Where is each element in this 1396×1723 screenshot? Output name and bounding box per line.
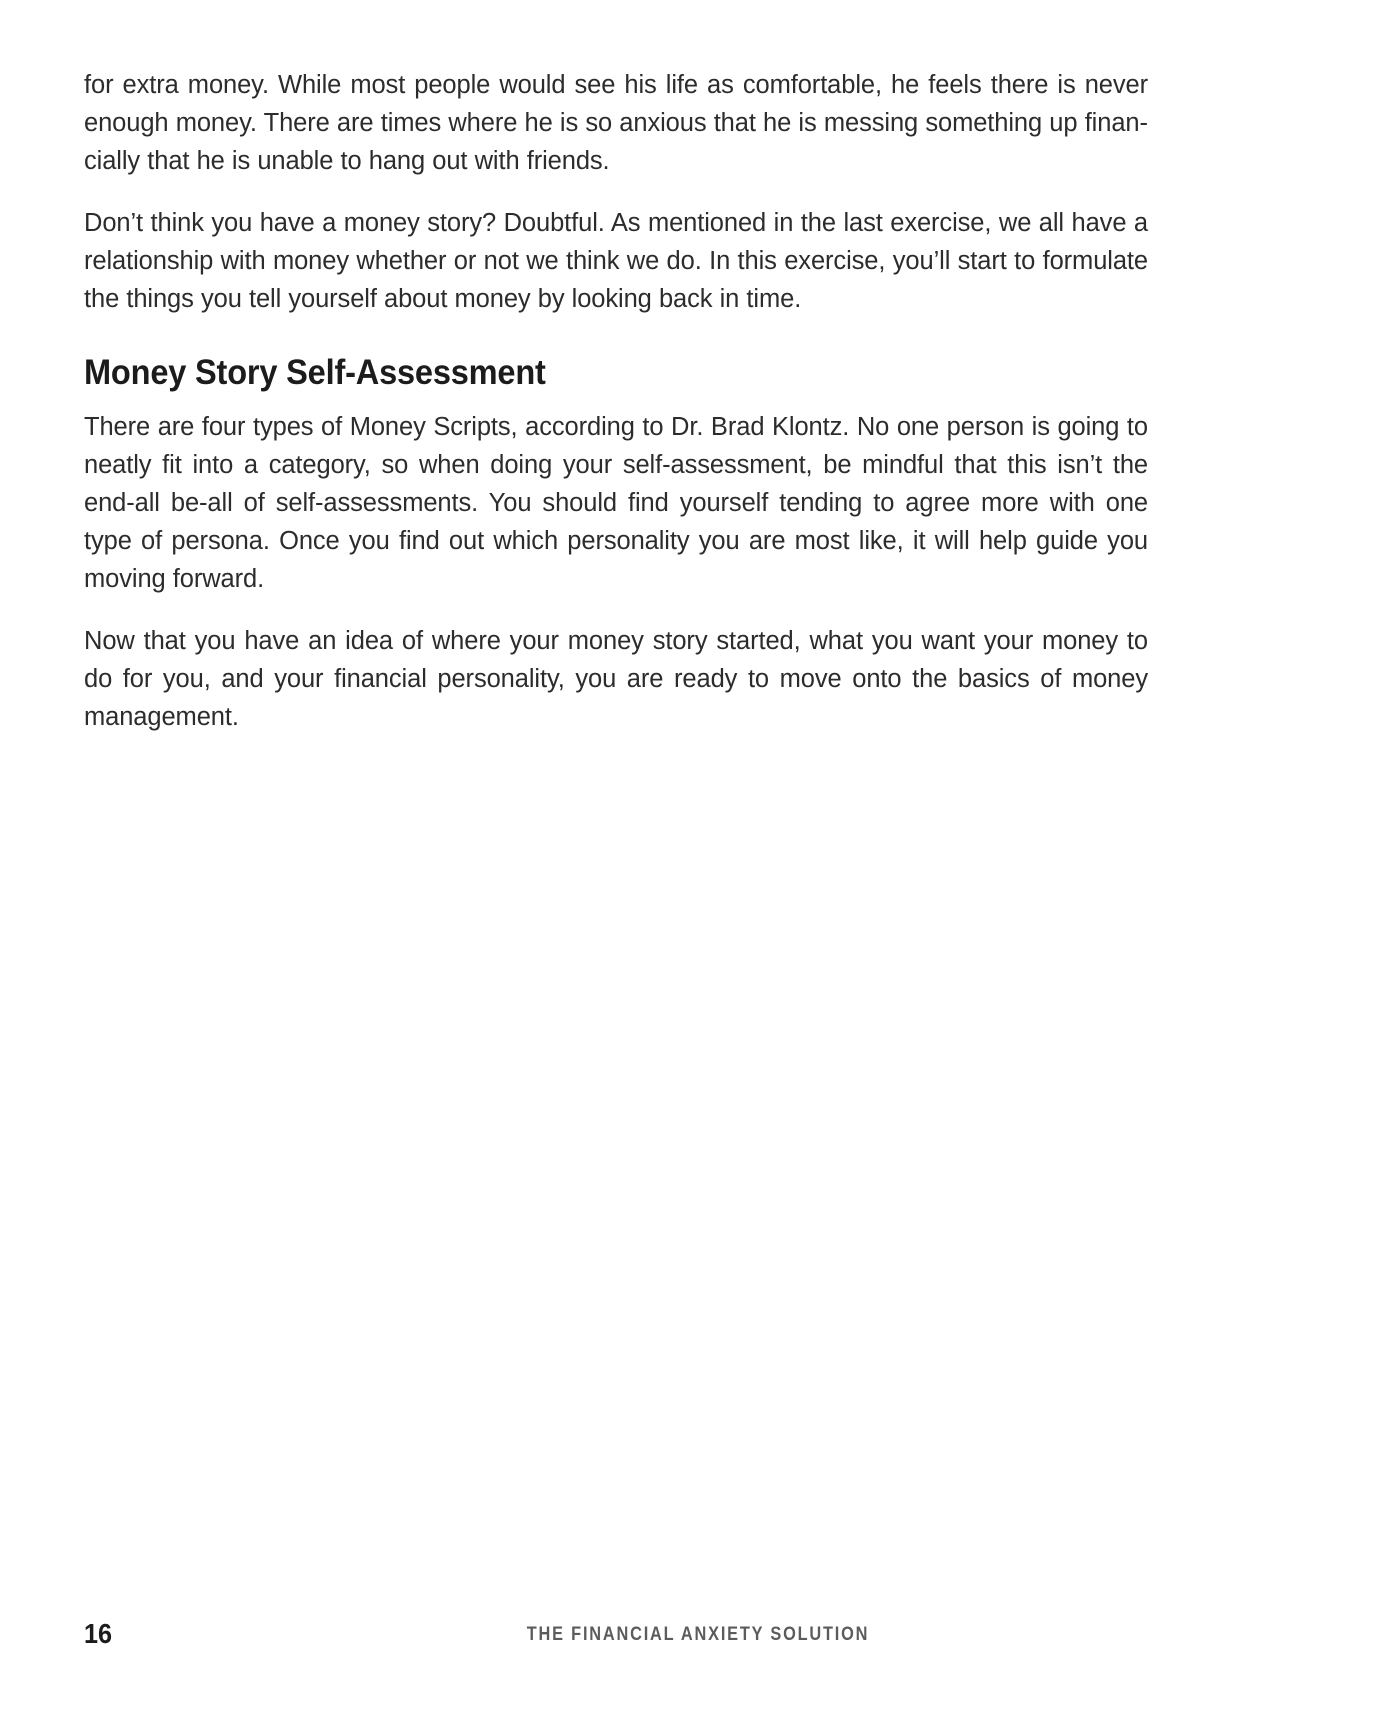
- running-head-title: THE FINANCIAL ANXIETY SOLUTION: [526, 1624, 870, 1645]
- page-content: [84, 66, 1148, 736]
- page-footer: [0, 1618, 1396, 1658]
- section-heading-money-story-self-assessment: Money Story Self-Assessment: [84, 353, 546, 392]
- body-paragraph-4: Now that you have an idea of where your money story started, what you want your money to do for you, and your financial personality, you are ready to move onto the basics of money management.: [84, 627, 1148, 731]
- body-paragraph-2: Don’t think you have a money story? Doubtful. As mentioned in the last exercise, we all have a relationship with money whether or not we think we do. In this exercise, you’ll start to formulate the things you tell yourself about money by looking back in time.: [84, 209, 1148, 313]
- page-number: 16: [84, 1618, 113, 1649]
- body-paragraph-1: for extra money. While most people would see his life as comfortable, he feels there is never enough money. There are times where he is so anxious that he is messing something up financially that he is unable to hang out with friends.: [84, 71, 1148, 175]
- body-paragraph-3: There are four types of Money Scripts, according to Dr. Brad Klontz. No one person is going to neatly fit into a category, so when doing your self-assessment, be mindful that this isn’t the end-all be-all of self-assessments. You should find yourself tending to agree more with one type of persona. Once you find out which personality you are most like, it will help guide you moving forward.: [84, 413, 1148, 593]
